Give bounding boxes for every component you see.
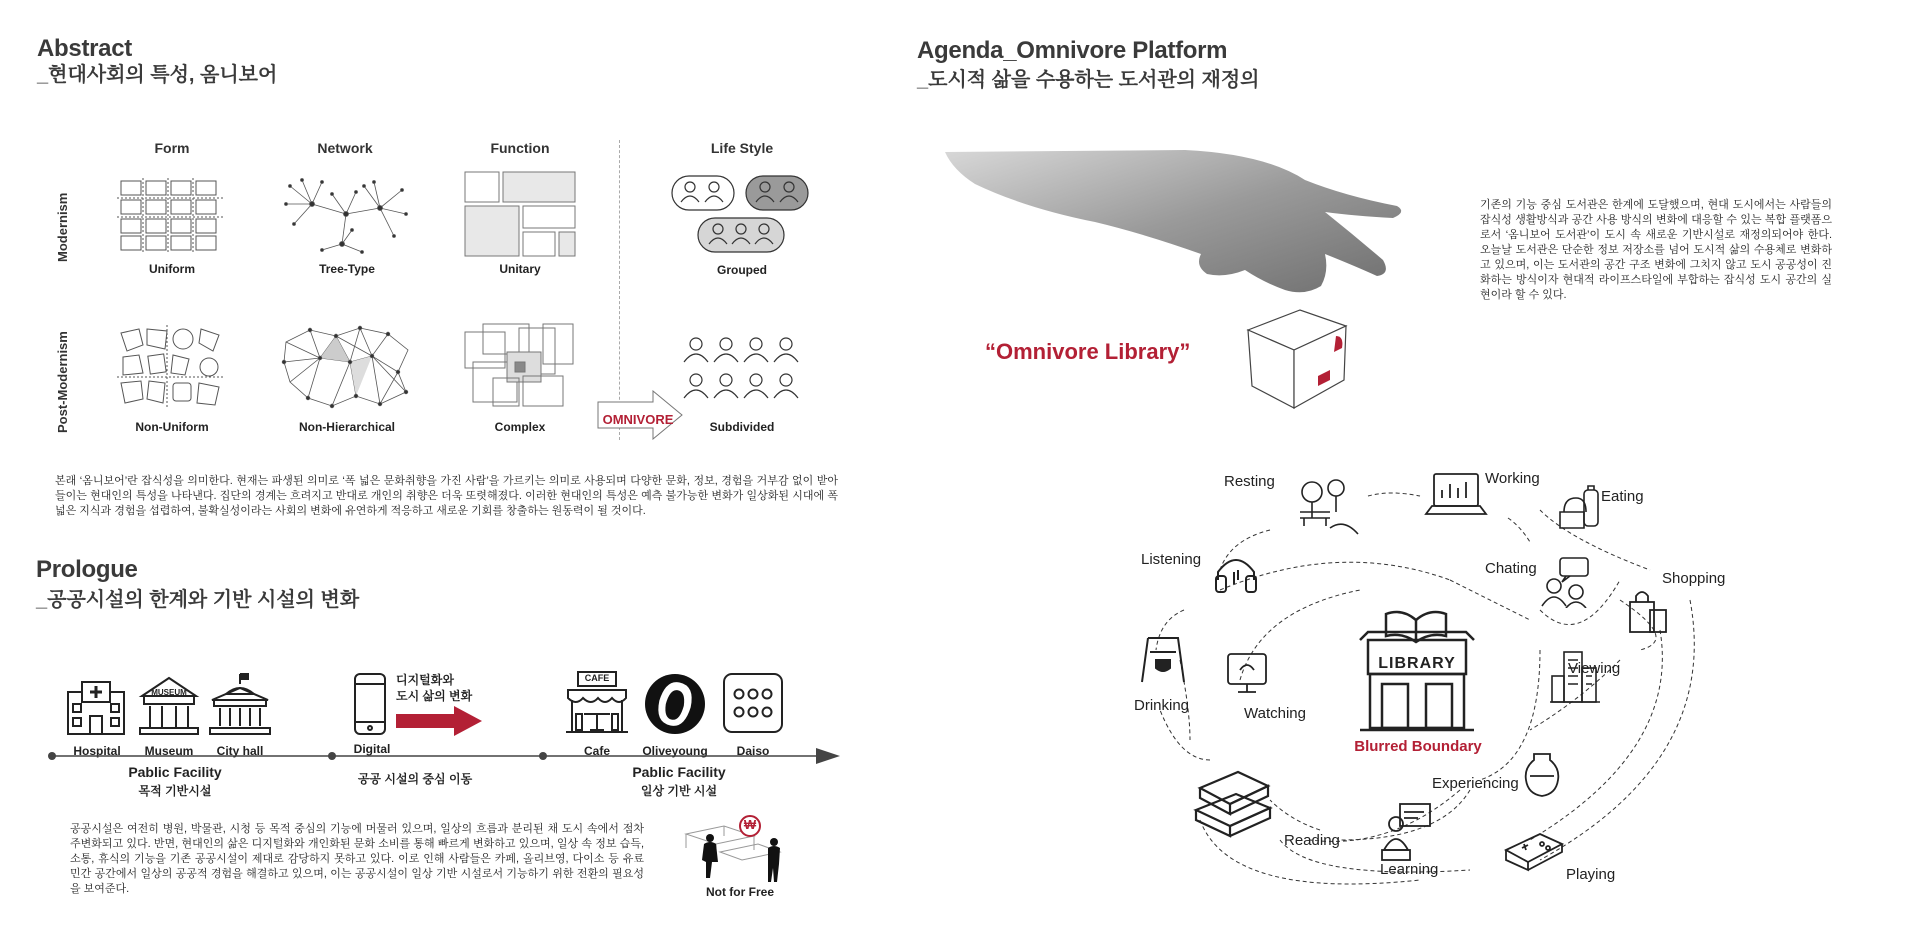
learning-teacher-icon xyxy=(1380,800,1434,862)
col-function: Function xyxy=(490,140,550,156)
label-experiencing: Experiencing xyxy=(1432,775,1519,792)
label-listening: Listening xyxy=(1141,551,1202,568)
daiso-logo xyxy=(722,672,784,734)
row-postmodernism: Post-Modernism xyxy=(55,331,70,433)
cap-non-hierarchical: Non-Hierarchical xyxy=(298,420,396,434)
abstract-subtitle: _현대사회의 특성, 옴니보어 xyxy=(37,64,278,86)
omnivore-library-quote: “Omnivore Library” xyxy=(985,339,1191,364)
books-stack-icon xyxy=(1190,766,1274,848)
tree-network-diagram xyxy=(282,174,410,256)
drinking-sign-icon xyxy=(1138,634,1188,684)
cap-cafe: Cafe xyxy=(583,744,610,758)
abstract-title: Abstract xyxy=(37,35,132,62)
group3-title: Pablic Facility xyxy=(632,764,726,780)
eating-food-icon xyxy=(1556,482,1606,532)
vase-experience-icon xyxy=(1522,750,1562,800)
non-hierarchical-network-diagram xyxy=(280,322,414,410)
label-resting: Resting xyxy=(1224,473,1275,490)
hand-illustration xyxy=(945,150,1405,300)
agenda-title: Agenda_Omnivore Platform xyxy=(917,37,1228,64)
label-learning: Learning xyxy=(1380,861,1439,878)
label-chating: Chating xyxy=(1485,560,1537,577)
change-arrow xyxy=(396,706,482,736)
cap-non-uniform: Non-Uniform xyxy=(135,420,209,434)
chat-people-icon xyxy=(1540,556,1592,608)
blurred-boundary-label: Blurred Boundary xyxy=(1354,738,1482,755)
group2-subtitle: 공공 시설의 중심 이동 xyxy=(357,772,473,786)
cafe-people-illustration xyxy=(680,814,792,884)
col-form: Form xyxy=(154,140,190,156)
cap-unitary: Unitary xyxy=(499,262,541,276)
abstract-paragraph: 본래 ‘옴니보어’란 잡식성을 의미한다. 현재는 파생된 의미로 ‘폭 넓은 문화취향을 가진 사람’을 가르키는 의미로 사용되며 다양한 문화, 정보, 경험을 거부감 없이 받아들이는 현대인의 특성을 나타낸다. 집단의 경계는 흐려지고 반대로 개인의 취향은 더욱 또렷해졌다. 이러한 현대인의 특성은 예측 불가능한 변화가 일상화된 시대에 폭넓은 지식과 경험을 섭렵하여, 불확실성이라는 사회의 변화에 유연하게 적응하고 새로운 기회를 창출하는 원동력이 될 것이다. xyxy=(55,475,838,517)
unitary-function-diagram xyxy=(463,170,577,258)
resting-park-icon xyxy=(1294,478,1360,538)
game-console-icon xyxy=(1502,830,1564,872)
cap-complex: Complex xyxy=(494,420,546,434)
col-lifestyle: Life Style xyxy=(710,140,774,156)
cap-tree-type: Tree-Type xyxy=(319,262,375,276)
label-viewing: Viewing xyxy=(1568,660,1621,677)
uniform-grid-diagram xyxy=(117,178,223,252)
prologue-subtitle: _공공시설의 한계와 기반 시설의 변화 xyxy=(36,589,360,611)
shopping-bag-icon xyxy=(1626,588,1668,634)
timeline-axis xyxy=(46,746,842,766)
laptop-icon xyxy=(1424,470,1488,526)
museum-icon xyxy=(138,674,200,736)
cap-hospital: Hospital xyxy=(73,744,121,758)
won-symbol: ₩ xyxy=(743,817,757,832)
prologue-title: Prologue xyxy=(36,556,138,583)
cafe-sign: CAFE xyxy=(584,673,610,683)
row-modernism: Modernism xyxy=(55,192,70,262)
cap-museum: Museum xyxy=(144,744,194,758)
cap-uniform: Uniform xyxy=(149,262,195,276)
cap-subdivided: Subdivided xyxy=(709,420,775,434)
city-hall-icon xyxy=(208,672,272,736)
museum-sign: MUSEUM xyxy=(151,688,187,697)
grouped-people-diagram xyxy=(668,172,814,256)
agenda-paragraph: 기존의 기능 중심 도서관은 한계에 도달했으며, 현대 도시에서는 사람들의 잡식성 생활방식과 공간 사용 방식의 변화에 대응할 수 있는 복합 플랫폼으로서 ‘옴니보어 도서관’이 도시 속 새로운 기반시설로 재정의되어야 한다. 오늘날 도서관은 단순한 정보 저장소를 넘어 도시적 삶의 수용체로 변화하고 있으며, 이는 도서관의 공간 구조 변화에 그치지 않고 도시 공공성이 진화하는 방식이자 현대적 라이프스타일에 부합하는 잡식성 도시 공간의 실현이라 할 수 있다. xyxy=(1480,199,1832,301)
group1-subtitle: 목적 기반시설 xyxy=(138,784,212,798)
cap-oliveyoung: Oliveyoung xyxy=(642,744,708,758)
library-sign: LIBRARY xyxy=(1378,655,1456,672)
city-building-icon xyxy=(1550,648,1600,706)
prologue-paragraph: 공공시설은 여전히 병원, 박물관, 시청 등 목적 중심의 기능에 머물러 있으며, 일상의 흐름과 분리된 채 도시 속에서 점차 주변화되고 있다. 반면, 현대인의 삶은 디지털화와 개인화된 문화 소비를 통해 빠르게 변화하고 있으며, 일상 속 정보 습득, 소통, 휴식의 기능을 기존 공공시설이 제대로 감당하지 못하고 있다. 이로 인해 사람들은 카페, 올리브영, 다이소 등 유료 민간 공간에서 일상의 공공적 경험을 해결하고 있으며, 이는 공공시설이 일상 기반 시설로서 기능하기 위한 전환의 필요성을 보여준다. xyxy=(70,823,644,895)
cap-grouped: Grouped xyxy=(717,263,767,277)
digital-note xyxy=(396,672,472,704)
cap-city-hall: City hall xyxy=(216,744,264,758)
hospital-icon xyxy=(64,678,128,736)
non-uniform-diagram xyxy=(117,325,225,409)
library-box-illustration xyxy=(1240,306,1352,412)
digital-note-line-2: 도시 삶의 변화 xyxy=(396,689,473,703)
digital-note-line-1: 디지털화와 xyxy=(396,673,454,687)
watching-screen-icon xyxy=(1224,650,1270,696)
group3-subtitle: 일상 기반 시설 xyxy=(640,784,718,798)
label-playing: Playing xyxy=(1566,866,1616,883)
headphones-icon xyxy=(1212,550,1260,596)
label-reading: Reading xyxy=(1284,832,1340,849)
label-eating: Eating xyxy=(1601,488,1644,505)
col-network: Network xyxy=(317,140,373,156)
label-watching: Watching xyxy=(1244,705,1306,722)
not-for-free-label: Not for Free xyxy=(705,885,774,899)
label-drinking: Drinking xyxy=(1134,697,1190,714)
group1-title: Pablic Facility xyxy=(128,764,222,780)
agenda-subtitle: _도시적 삶을 수용하는 도서관의 재정의 xyxy=(917,69,1260,91)
label-working: Working xyxy=(1485,470,1540,487)
smartphone-icon xyxy=(352,672,388,736)
cap-digital: Digital xyxy=(353,742,391,756)
cap-daiso: Daiso xyxy=(736,744,770,758)
complex-function-diagram xyxy=(463,322,577,410)
label-shopping: Shopping xyxy=(1662,570,1726,587)
oliveyoung-logo xyxy=(643,672,707,736)
subdivided-people-diagram xyxy=(680,334,804,406)
omnivore-label: OMNIVORE xyxy=(602,412,674,427)
